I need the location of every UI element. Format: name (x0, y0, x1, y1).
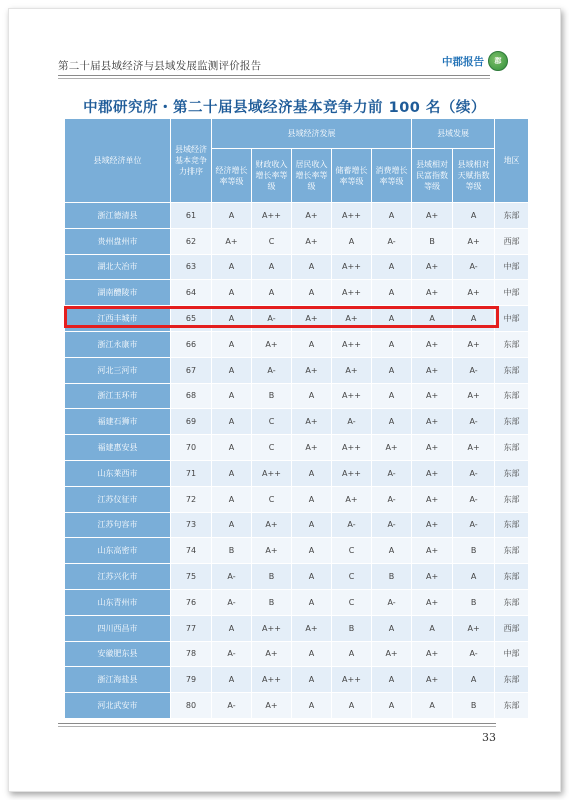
cell-region: 东部 (495, 331, 529, 357)
cell-consumption-growth: A- (372, 228, 412, 254)
cell-econ-growth: A- (212, 589, 252, 615)
table-row (65, 203, 529, 229)
col-header-savings-growth: 储蓄增长率等级 (332, 149, 372, 203)
cell-consumption-growth: A (372, 538, 412, 564)
cell-wealth-index: A+ (412, 280, 453, 306)
cell-econ-growth: A (212, 254, 252, 280)
cell-savings-growth: A++ (332, 435, 372, 461)
cell-unit: 湖北大冶市 (65, 254, 171, 280)
cell-fiscal-growth: A+ (252, 641, 292, 667)
cell-resident-income: A (292, 460, 332, 486)
cell-natural-index: A+ (453, 435, 495, 461)
cell-consumption-growth: A (372, 254, 412, 280)
cell-savings-growth: A++ (332, 331, 372, 357)
cell-natural-index: A+ (453, 615, 495, 641)
col-header-region: 地区 (495, 119, 529, 203)
cell-fiscal-growth: C (252, 228, 292, 254)
cell-savings-growth: A++ (332, 254, 372, 280)
cell-region: 东部 (495, 203, 529, 229)
seal-icon: 郡 (488, 51, 508, 71)
cell-unit: 浙江海盐县 (65, 667, 171, 693)
cell-natural-index: A (453, 667, 495, 693)
cell-wealth-index: A+ (412, 667, 453, 693)
cell-savings-growth: A++ (332, 460, 372, 486)
cell-region: 中部 (495, 254, 529, 280)
cell-region: 中部 (495, 641, 529, 667)
cell-econ-growth: A (212, 203, 252, 229)
cell-unit: 山东青州市 (65, 589, 171, 615)
cell-savings-growth: A++ (332, 280, 372, 306)
table-row (65, 641, 529, 667)
cell-wealth-index: A (412, 306, 453, 332)
cell-econ-growth: A (212, 486, 252, 512)
cell-region: 西部 (495, 615, 529, 641)
cell-unit: 河北武安市 (65, 693, 171, 719)
cell-resident-income: A (292, 693, 332, 719)
cell-natural-index: A (453, 306, 495, 332)
cell-wealth-index: A+ (412, 486, 453, 512)
col-header-fiscal-growth: 财政收入增长率等级 (252, 149, 292, 203)
cell-fiscal-growth: C (252, 486, 292, 512)
cell-savings-growth: A (332, 693, 372, 719)
cell-rank: 67 (171, 357, 212, 383)
cell-fiscal-growth: C (252, 435, 292, 461)
cell-wealth-index: A+ (412, 589, 453, 615)
cell-wealth-index: A+ (412, 538, 453, 564)
cell-savings-growth: C (332, 564, 372, 590)
cell-rank: 71 (171, 460, 212, 486)
cell-region: 中部 (495, 280, 529, 306)
cell-unit: 四川西昌市 (65, 615, 171, 641)
cell-fiscal-growth: B (252, 589, 292, 615)
cell-unit: 浙江德清县 (65, 203, 171, 229)
cell-consumption-growth: A (372, 306, 412, 332)
cell-consumption-growth: A (372, 280, 412, 306)
cell-unit: 江西丰城市 (65, 306, 171, 332)
cell-region: 东部 (495, 409, 529, 435)
cell-fiscal-growth: A++ (252, 667, 292, 693)
table-row (65, 564, 529, 590)
footer-divider (58, 723, 496, 724)
cell-fiscal-growth: A (252, 280, 292, 306)
cell-rank: 70 (171, 435, 212, 461)
cell-region: 东部 (495, 564, 529, 590)
cell-rank: 74 (171, 538, 212, 564)
cell-natural-index: A- (453, 486, 495, 512)
table-row (65, 512, 529, 538)
cell-resident-income: A (292, 667, 332, 693)
cell-region: 东部 (495, 589, 529, 615)
table-row (65, 254, 529, 280)
cell-wealth-index: A+ (412, 331, 453, 357)
cell-wealth-index: A (412, 693, 453, 719)
cell-econ-growth: A (212, 460, 252, 486)
cell-natural-index: A- (453, 357, 495, 383)
cell-savings-growth: A++ (332, 667, 372, 693)
cell-natural-index: A- (453, 409, 495, 435)
cell-econ-growth: B (212, 538, 252, 564)
col-header-consumption-growth: 消费增长率等级 (372, 149, 412, 203)
cell-rank: 68 (171, 383, 212, 409)
header-divider-thin (58, 78, 490, 79)
cell-region: 东部 (495, 667, 529, 693)
cell-fiscal-growth: A+ (252, 512, 292, 538)
cell-unit: 福建石狮市 (65, 409, 171, 435)
cell-econ-growth: A- (212, 693, 252, 719)
cell-econ-growth: A (212, 409, 252, 435)
col-group-dev: 县域发展 (412, 119, 495, 149)
cell-consumption-growth: A- (372, 486, 412, 512)
col-header-rank: 县域经济基本竞争力排序 (171, 119, 212, 203)
cell-unit: 江苏兴化市 (65, 564, 171, 590)
cell-unit: 山东莱西市 (65, 460, 171, 486)
table-row (65, 486, 529, 512)
cell-econ-growth: A (212, 667, 252, 693)
cell-region: 西部 (495, 228, 529, 254)
cell-consumption-growth: A- (372, 460, 412, 486)
cell-resident-income: A (292, 280, 332, 306)
cell-consumption-growth: A (372, 357, 412, 383)
cell-savings-growth: A+ (332, 306, 372, 332)
cell-region: 东部 (495, 357, 529, 383)
table-row (65, 460, 529, 486)
cell-resident-income: A (292, 538, 332, 564)
cell-natural-index: B (453, 693, 495, 719)
cell-savings-growth: A- (332, 409, 372, 435)
cell-savings-growth: A (332, 641, 372, 667)
table-row (65, 435, 529, 461)
cell-region: 东部 (495, 486, 529, 512)
cell-fiscal-growth: A++ (252, 615, 292, 641)
cell-fiscal-growth: A++ (252, 460, 292, 486)
cell-fiscal-growth: B (252, 564, 292, 590)
cell-consumption-growth: A (372, 203, 412, 229)
cell-econ-growth: A (212, 383, 252, 409)
cell-natural-index: A+ (453, 331, 495, 357)
footer-divider-thin (58, 726, 496, 727)
cell-wealth-index: A+ (412, 254, 453, 280)
cell-natural-index: A (453, 203, 495, 229)
cell-rank: 66 (171, 331, 212, 357)
cell-consumption-growth: A+ (372, 641, 412, 667)
cell-fiscal-growth: C (252, 409, 292, 435)
cell-savings-growth: C (332, 589, 372, 615)
cell-resident-income: A (292, 254, 332, 280)
cell-wealth-index: A+ (412, 203, 453, 229)
cell-fiscal-growth: A- (252, 306, 292, 332)
cell-consumption-growth: A (372, 615, 412, 641)
cell-natural-index: A (453, 564, 495, 590)
cell-region: 东部 (495, 460, 529, 486)
cell-unit: 贵州盘州市 (65, 228, 171, 254)
cell-wealth-index: A+ (412, 641, 453, 667)
header-divider (58, 75, 490, 76)
cell-consumption-growth: A (372, 383, 412, 409)
cell-consumption-growth: B (372, 564, 412, 590)
cell-unit: 山东高密市 (65, 538, 171, 564)
cell-unit: 浙江永康市 (65, 331, 171, 357)
cell-natural-index: A- (453, 254, 495, 280)
table-row (65, 228, 529, 254)
cell-fiscal-growth: B (252, 383, 292, 409)
publisher-logo (442, 50, 508, 72)
col-header-econ-growth: 经济增长率等级 (212, 149, 252, 203)
table-row (65, 693, 529, 719)
col-group-econ: 县域经济发展 (212, 119, 412, 149)
cell-rank: 73 (171, 512, 212, 538)
cell-savings-growth: B (332, 615, 372, 641)
cell-wealth-index: B (412, 228, 453, 254)
cell-rank: 78 (171, 641, 212, 667)
cell-rank: 76 (171, 589, 212, 615)
cell-econ-growth: A (212, 306, 252, 332)
cell-savings-growth: A (332, 228, 372, 254)
cell-econ-growth: A+ (212, 228, 252, 254)
col-header-wealth-index: 县域相对民富指数等级 (412, 149, 453, 203)
cell-unit: 河北三河市 (65, 357, 171, 383)
cell-econ-growth: A (212, 280, 252, 306)
cell-econ-growth: A- (212, 564, 252, 590)
cell-econ-growth: A (212, 331, 252, 357)
cell-savings-growth: A- (332, 512, 372, 538)
cell-rank: 79 (171, 667, 212, 693)
table-row (65, 409, 529, 435)
cell-resident-income: A (292, 589, 332, 615)
cell-rank: 75 (171, 564, 212, 590)
cell-rank: 64 (171, 280, 212, 306)
cell-natural-index: B (453, 589, 495, 615)
col-header-unit: 县域经济单位 (65, 119, 171, 203)
cell-wealth-index: A+ (412, 460, 453, 486)
cell-resident-income: A (292, 331, 332, 357)
cell-wealth-index: A+ (412, 435, 453, 461)
table-row (65, 383, 529, 409)
cell-consumption-growth: A- (372, 589, 412, 615)
cell-region: 东部 (495, 383, 529, 409)
cell-rank: 65 (171, 306, 212, 332)
cell-savings-growth: A+ (332, 486, 372, 512)
cell-consumption-growth: A (372, 331, 412, 357)
cell-savings-growth: C (332, 538, 372, 564)
cell-natural-index: A- (453, 641, 495, 667)
cell-econ-growth: A (212, 512, 252, 538)
cell-consumption-growth: A (372, 693, 412, 719)
table-title: 中郡研究所・第二十届县域经济基本竞争力前 100 名（续） (83, 100, 486, 116)
cell-econ-growth: A (212, 357, 252, 383)
cell-fiscal-growth: A- (252, 357, 292, 383)
table-row (65, 331, 529, 357)
cell-fiscal-growth: A (252, 254, 292, 280)
cell-region: 东部 (495, 512, 529, 538)
cell-savings-growth: A++ (332, 383, 372, 409)
col-header-natural-index: 县域相对天赋指数等级 (453, 149, 495, 203)
cell-rank: 77 (171, 615, 212, 641)
cell-wealth-index: A+ (412, 409, 453, 435)
cell-econ-growth: A- (212, 641, 252, 667)
cell-resident-income: A (292, 512, 332, 538)
cell-resident-income: A+ (292, 306, 332, 332)
cell-rank: 72 (171, 486, 212, 512)
cell-unit: 安徽肥东县 (65, 641, 171, 667)
cell-resident-income: A+ (292, 615, 332, 641)
cell-natural-index: A- (453, 512, 495, 538)
cell-wealth-index: A+ (412, 512, 453, 538)
cell-natural-index: A+ (453, 228, 495, 254)
table-row (65, 589, 529, 615)
table-row (65, 615, 529, 641)
cell-resident-income: A (292, 486, 332, 512)
cell-unit: 湖南醴陵市 (65, 280, 171, 306)
cell-fiscal-growth: A+ (252, 538, 292, 564)
cell-resident-income: A+ (292, 435, 332, 461)
cell-savings-growth: A++ (332, 203, 372, 229)
cell-econ-growth: A (212, 615, 252, 641)
cell-wealth-index: A+ (412, 564, 453, 590)
cell-econ-growth: A (212, 435, 252, 461)
cell-natural-index: A+ (453, 280, 495, 306)
cell-rank: 61 (171, 203, 212, 229)
cell-region: 东部 (495, 435, 529, 461)
cell-region: 中部 (495, 306, 529, 332)
cell-wealth-index: A+ (412, 357, 453, 383)
cell-wealth-index: A (412, 615, 453, 641)
cell-resident-income: A+ (292, 409, 332, 435)
col-header-resident-income: 居民收入增长率等级 (292, 149, 332, 203)
cell-fiscal-growth: A+ (252, 693, 292, 719)
cell-consumption-growth: A+ (372, 435, 412, 461)
highlight-box (64, 306, 499, 328)
cell-resident-income: A (292, 383, 332, 409)
cell-rank: 63 (171, 254, 212, 280)
cell-resident-income: A (292, 641, 332, 667)
logo-text: 中郡报告 (442, 55, 484, 68)
cell-savings-growth: A+ (332, 357, 372, 383)
cell-unit: 福建惠安县 (65, 435, 171, 461)
cell-resident-income: A+ (292, 357, 332, 383)
cell-unit: 浙江玉环市 (65, 383, 171, 409)
cell-region: 东部 (495, 693, 529, 719)
running-header: 第二十届县域经济与县域发展监测评价报告 (58, 60, 262, 72)
cell-unit: 江苏仪征市 (65, 486, 171, 512)
cell-consumption-growth: A (372, 409, 412, 435)
table-row (65, 538, 529, 564)
cell-resident-income: A (292, 564, 332, 590)
cell-rank: 80 (171, 693, 212, 719)
cell-fiscal-growth: A++ (252, 203, 292, 229)
table-row (65, 280, 529, 306)
page-number: 33 (482, 731, 496, 744)
cell-consumption-growth: A (372, 667, 412, 693)
cell-region: 东部 (495, 538, 529, 564)
cell-unit: 江苏句容市 (65, 512, 171, 538)
table-row (65, 667, 529, 693)
cell-natural-index: A- (453, 460, 495, 486)
cell-fiscal-growth: A+ (252, 331, 292, 357)
cell-natural-index: B (453, 538, 495, 564)
cell-natural-index: A+ (453, 383, 495, 409)
cell-rank: 69 (171, 409, 212, 435)
cell-resident-income: A+ (292, 203, 332, 229)
table-row (65, 357, 529, 383)
cell-wealth-index: A+ (412, 383, 453, 409)
ranking-table (64, 118, 529, 719)
cell-consumption-growth: A- (372, 512, 412, 538)
cell-resident-income: A+ (292, 228, 332, 254)
cell-rank: 62 (171, 228, 212, 254)
table-body (65, 203, 529, 719)
